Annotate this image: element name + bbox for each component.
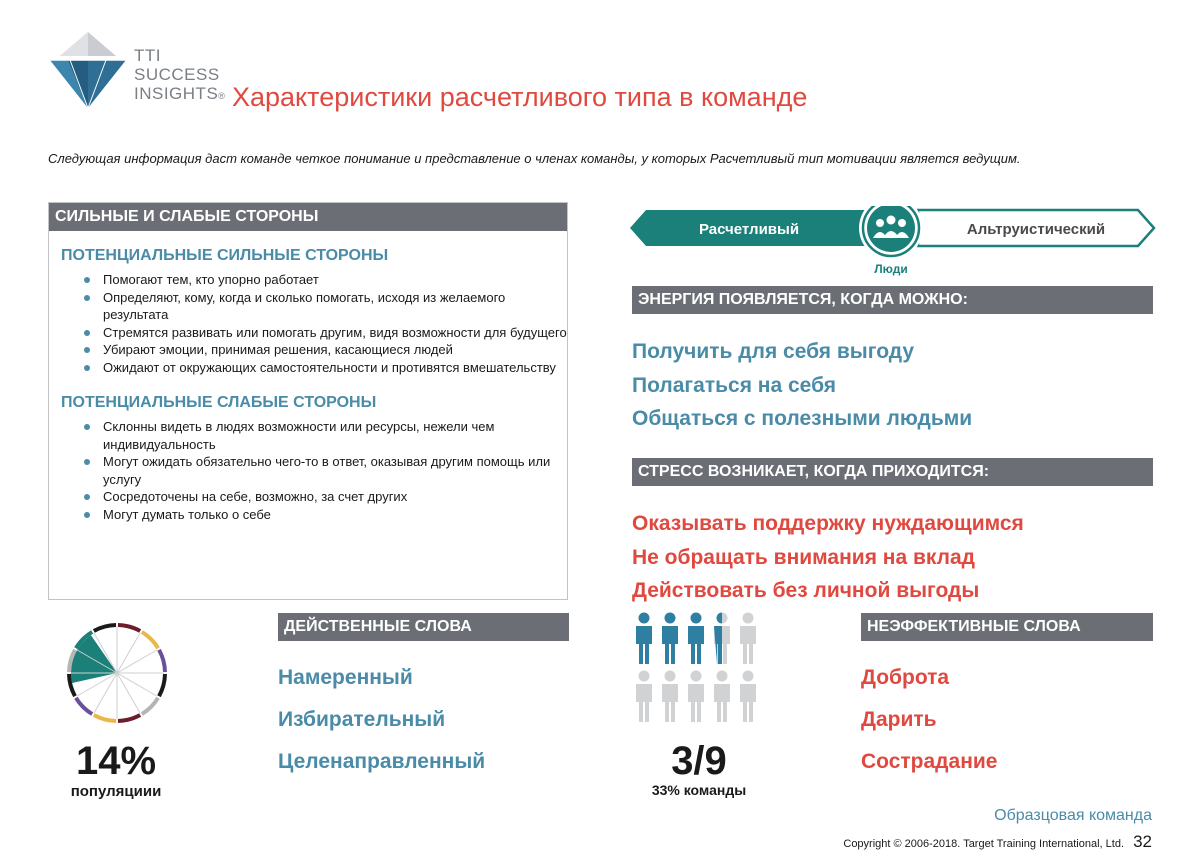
team-person-icon: [740, 671, 756, 723]
team-person-icon: [714, 671, 730, 723]
action-word: Избирательный: [278, 708, 446, 731]
wheel-rim-segment: [118, 715, 140, 721]
logo-text: TTI SUCCESS INSIGHTS®: [134, 46, 226, 103]
ineffective-word: Сострадание: [861, 750, 998, 773]
wheel-rim-segment: [159, 674, 165, 696]
weaknesses-list: [61, 418, 567, 523]
motivation-scale: [628, 206, 1158, 278]
team-label: 33% команды: [651, 782, 747, 798]
team-person-icon: [636, 613, 652, 665]
wheel-spoke: [117, 650, 157, 673]
logo-diamond-icon: [48, 28, 128, 110]
wheel-rim-segment: [94, 715, 116, 721]
energy-header: ЭНЕРГИЯ ПОЯВЛЯЕТСЯ, КОГДА МОЖНО:: [632, 286, 1153, 314]
ineffective-word: Дарить: [861, 708, 937, 731]
scale-right-label: Альтруистический: [966, 221, 1106, 238]
strengths-title: ПОТЕНЦИАЛЬНЫЕ СИЛЬНЫЕ СТОРОНЫ: [61, 247, 389, 264]
scale-left-label: Расчетливый: [698, 221, 800, 238]
weaknesses-title: ПОТЕНЦИАЛЬНЫЕ СЛАБЫЕ СТОРОНЫ: [61, 394, 377, 411]
strength-item: Помогают тем, кто упорно работает: [61, 271, 567, 289]
weakness-item: Могут ожидать обязательно чего-то в ответ, оказывая другим помощь или услугу: [61, 453, 567, 488]
population-percent: 14%: [75, 739, 157, 783]
copyright-text: Copyright © 2006-2018. Target Training International, Ltd.: [843, 838, 1125, 850]
team-fraction: 3/9: [671, 739, 727, 783]
action-words-header: ДЕЙСТВЕННЫЕ СЛОВА: [278, 613, 569, 641]
ineffective-word: Доброта: [861, 666, 950, 689]
weakness-item: Могут думать только о себе: [61, 506, 567, 524]
action-word: Намеренный: [278, 666, 413, 689]
ineffective-words-header: НЕЭФФЕКТИВНЫЕ СЛОВА: [861, 613, 1153, 641]
team-person-icon: [662, 613, 678, 665]
stress-item: Действовать без личной выгоды: [632, 579, 980, 602]
team-person-partial-head: [717, 613, 723, 624]
strength-item: Стремятся развивать или помогать другим, видя возможности для будущего: [61, 324, 567, 342]
weakness-item: Сосредоточены на себе, возможно, за счет других: [61, 488, 567, 506]
population-label: популяциии: [70, 783, 162, 800]
energy-item: Получить для себя выгоду: [632, 340, 915, 363]
team-person-icon: [740, 613, 756, 665]
team-person-icon: [688, 671, 704, 723]
wheel-spoke: [117, 673, 157, 696]
team-people-grid: [634, 610, 766, 726]
wheel-rim-segment: [159, 650, 165, 672]
energy-item: Общаться с полезными людьми: [632, 407, 973, 430]
weakness-item: Склонны видеть в людях возможности или ресурсы, нежели чем индивидуальность: [61, 418, 567, 453]
wheel-rim-segment: [118, 625, 140, 631]
footer-copyright: [843, 832, 1152, 852]
stress-item: Оказывать поддержку нуждающимся: [632, 512, 1024, 535]
strengths-weaknesses-panel: [48, 202, 568, 600]
wheel-spoke: [117, 673, 140, 713]
wheel-spoke: [94, 673, 117, 713]
strength-item: Определяют, кому, когда и сколько помогать, исходя из желаемого результата: [61, 289, 567, 324]
team-person-icon: [636, 671, 652, 723]
strength-item: Убирают эмоции, принимая решения, касающиеся людей: [61, 341, 567, 359]
action-word: Целенаправленный: [278, 750, 486, 773]
energy-item: Полагаться на себя: [632, 374, 837, 397]
page-number: 32: [1133, 832, 1152, 851]
strength-item: Ожидают от окружающих самостоятельности и противятся вмешательству: [61, 359, 567, 377]
team-person-icon: [662, 671, 678, 723]
stress-header: СТРЕСС ВОЗНИКАЕТ, КОГДА ПРИХОДИТСЯ:: [632, 458, 1153, 486]
wheel-rim-segment: [142, 698, 158, 714]
team-person-icon: [688, 613, 704, 665]
wheel-spoke: [117, 633, 140, 673]
scale-center-label: Люди: [874, 262, 908, 276]
wheel-rim-segment: [94, 625, 116, 631]
wheel-rim-segment: [142, 632, 158, 648]
wheel-rim-segment: [76, 698, 92, 714]
team-person-partial: [714, 626, 722, 664]
page-title: Характеристики расчетливого типа в команде: [232, 82, 808, 112]
footer-team-name: Образцовая команда: [994, 807, 1152, 824]
strengths-weaknesses-header: СИЛЬНЫЕ И СЛАБЫЕ СТОРОНЫ: [49, 203, 567, 231]
strengths-list: [61, 271, 567, 376]
population-wheel: [62, 618, 172, 728]
intro-text: Следующая информация даст команде четкое понимание и представление о членах команды, у которых Расчетливый тип мотивации является ведущим.: [48, 151, 1021, 166]
stress-item: Не обращать внимания на вклад: [632, 546, 976, 569]
